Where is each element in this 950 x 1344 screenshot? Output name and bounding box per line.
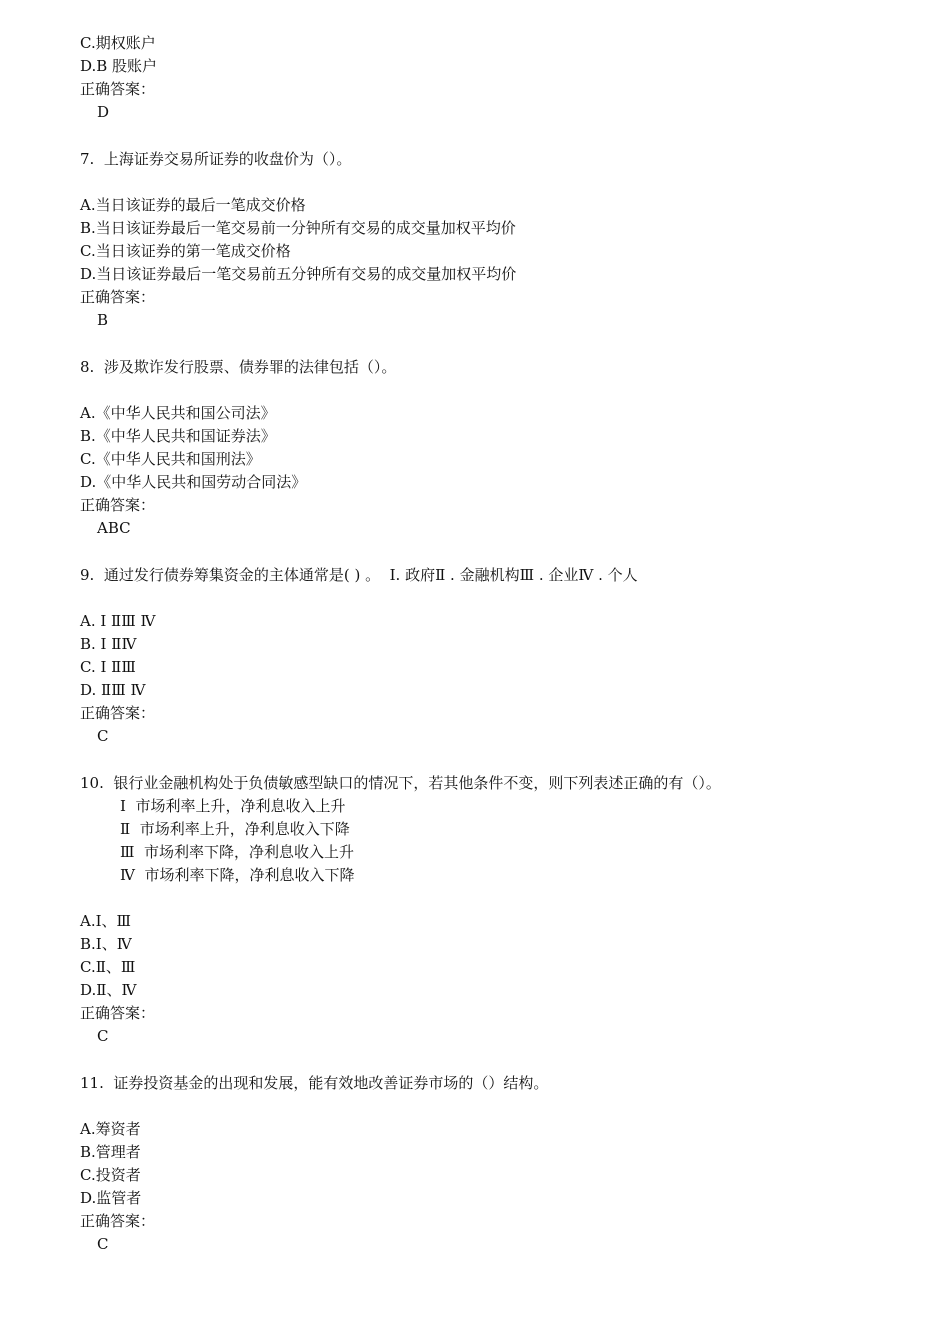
option-a: A.《中华人民共和国公司法》: [80, 404, 276, 422]
option-b: B.《中华人民共和国证券法》: [80, 427, 276, 445]
option-c: C.《中华人民共和国刑法》: [80, 450, 261, 468]
question-8: [80, 356, 920, 540]
answer-label: 正确答案：: [80, 288, 156, 306]
option-a: A. Ⅰ ⅡⅢ Ⅳ: [80, 612, 156, 630]
answer-value: C: [97, 727, 109, 745]
option-a: A.筹资者: [80, 1120, 141, 1138]
answer-label: 正确答案：: [80, 496, 156, 514]
option-c: C. Ⅰ ⅡⅢ: [80, 658, 136, 676]
option-d: D. ⅡⅢ Ⅳ: [80, 681, 146, 699]
question-10: [80, 772, 920, 1048]
option-a: A.当日该证券的最后一笔成交价格: [80, 196, 306, 214]
option-d: D.监管者: [80, 1189, 142, 1207]
option-c: C.投资者: [80, 1166, 141, 1184]
answer-label: 正确答案：: [80, 704, 156, 722]
answer-value: ABC: [97, 519, 131, 537]
option-c: C.当日该证券的第一笔成交价格: [80, 242, 291, 260]
answer-label: 正确答案：: [80, 1212, 156, 1230]
answer-label: 正确答案：: [80, 80, 156, 98]
answer-value: C: [97, 1235, 109, 1253]
question-11: [80, 1072, 920, 1256]
option-b: B.Ⅰ、Ⅳ: [80, 935, 132, 953]
prev-question-block: [80, 32, 920, 124]
answer-value: B: [97, 311, 109, 329]
question-stem: 7. 上海证券交易所证券的收盘价为（）。: [80, 150, 352, 168]
statement-4: Ⅳ 市场利率下降，净利息收入下降: [120, 866, 355, 884]
option-d: D.当日该证券最后一笔交易前五分钟所有交易的成交量加权平均价: [80, 265, 517, 283]
question-7: [80, 148, 920, 332]
statement-1: Ⅰ 市场利率上升，净利息收入上升: [120, 797, 346, 815]
spacer: [80, 887, 920, 910]
option-d: D.Ⅱ、Ⅳ: [80, 981, 137, 999]
statement-3: Ⅲ 市场利率下降，净利息收入上升: [120, 843, 355, 861]
question-stem: 11. 证券投资基金的出现和发展，能有效地改善证券市场的（）结构。: [80, 1074, 549, 1092]
option-b: B.管理者: [80, 1143, 141, 1161]
question-9: [80, 564, 920, 748]
option-d: D.B 股账户: [80, 57, 158, 75]
option-d: D.《中华人民共和国劳动合同法》: [80, 473, 307, 491]
document-page: [80, 32, 920, 1256]
option-a: A.Ⅰ、Ⅲ: [80, 912, 131, 930]
answer-label: 正确答案：: [80, 1004, 156, 1022]
option-c: C.Ⅱ、Ⅲ: [80, 958, 136, 976]
statement-2: Ⅱ 市场利率上升，净利息收入下降: [120, 820, 350, 838]
question-stem: 10. 银行业金融机构处于负债敏感型缺口的情况下，若其他条件不变，则下列表述正确的有（）。: [80, 774, 721, 792]
option-b: B.当日该证券最后一笔交易前一分钟所有交易的成交量加权平均价: [80, 219, 516, 237]
answer-value: C: [97, 1027, 109, 1045]
option-b: B. Ⅰ ⅡⅣ: [80, 635, 137, 653]
question-stem: 9. 通过发行债券筹集资金的主体通常是( ) 。 Ⅰ. 政府Ⅱ . 金融机构Ⅲ . 企业Ⅳ . 个人: [80, 566, 638, 584]
question-stem: 8. 涉及欺诈发行股票、债券罪的法律包括（）。: [80, 358, 397, 376]
answer-value: D: [97, 103, 110, 121]
option-c: C.期权账户: [80, 34, 156, 52]
